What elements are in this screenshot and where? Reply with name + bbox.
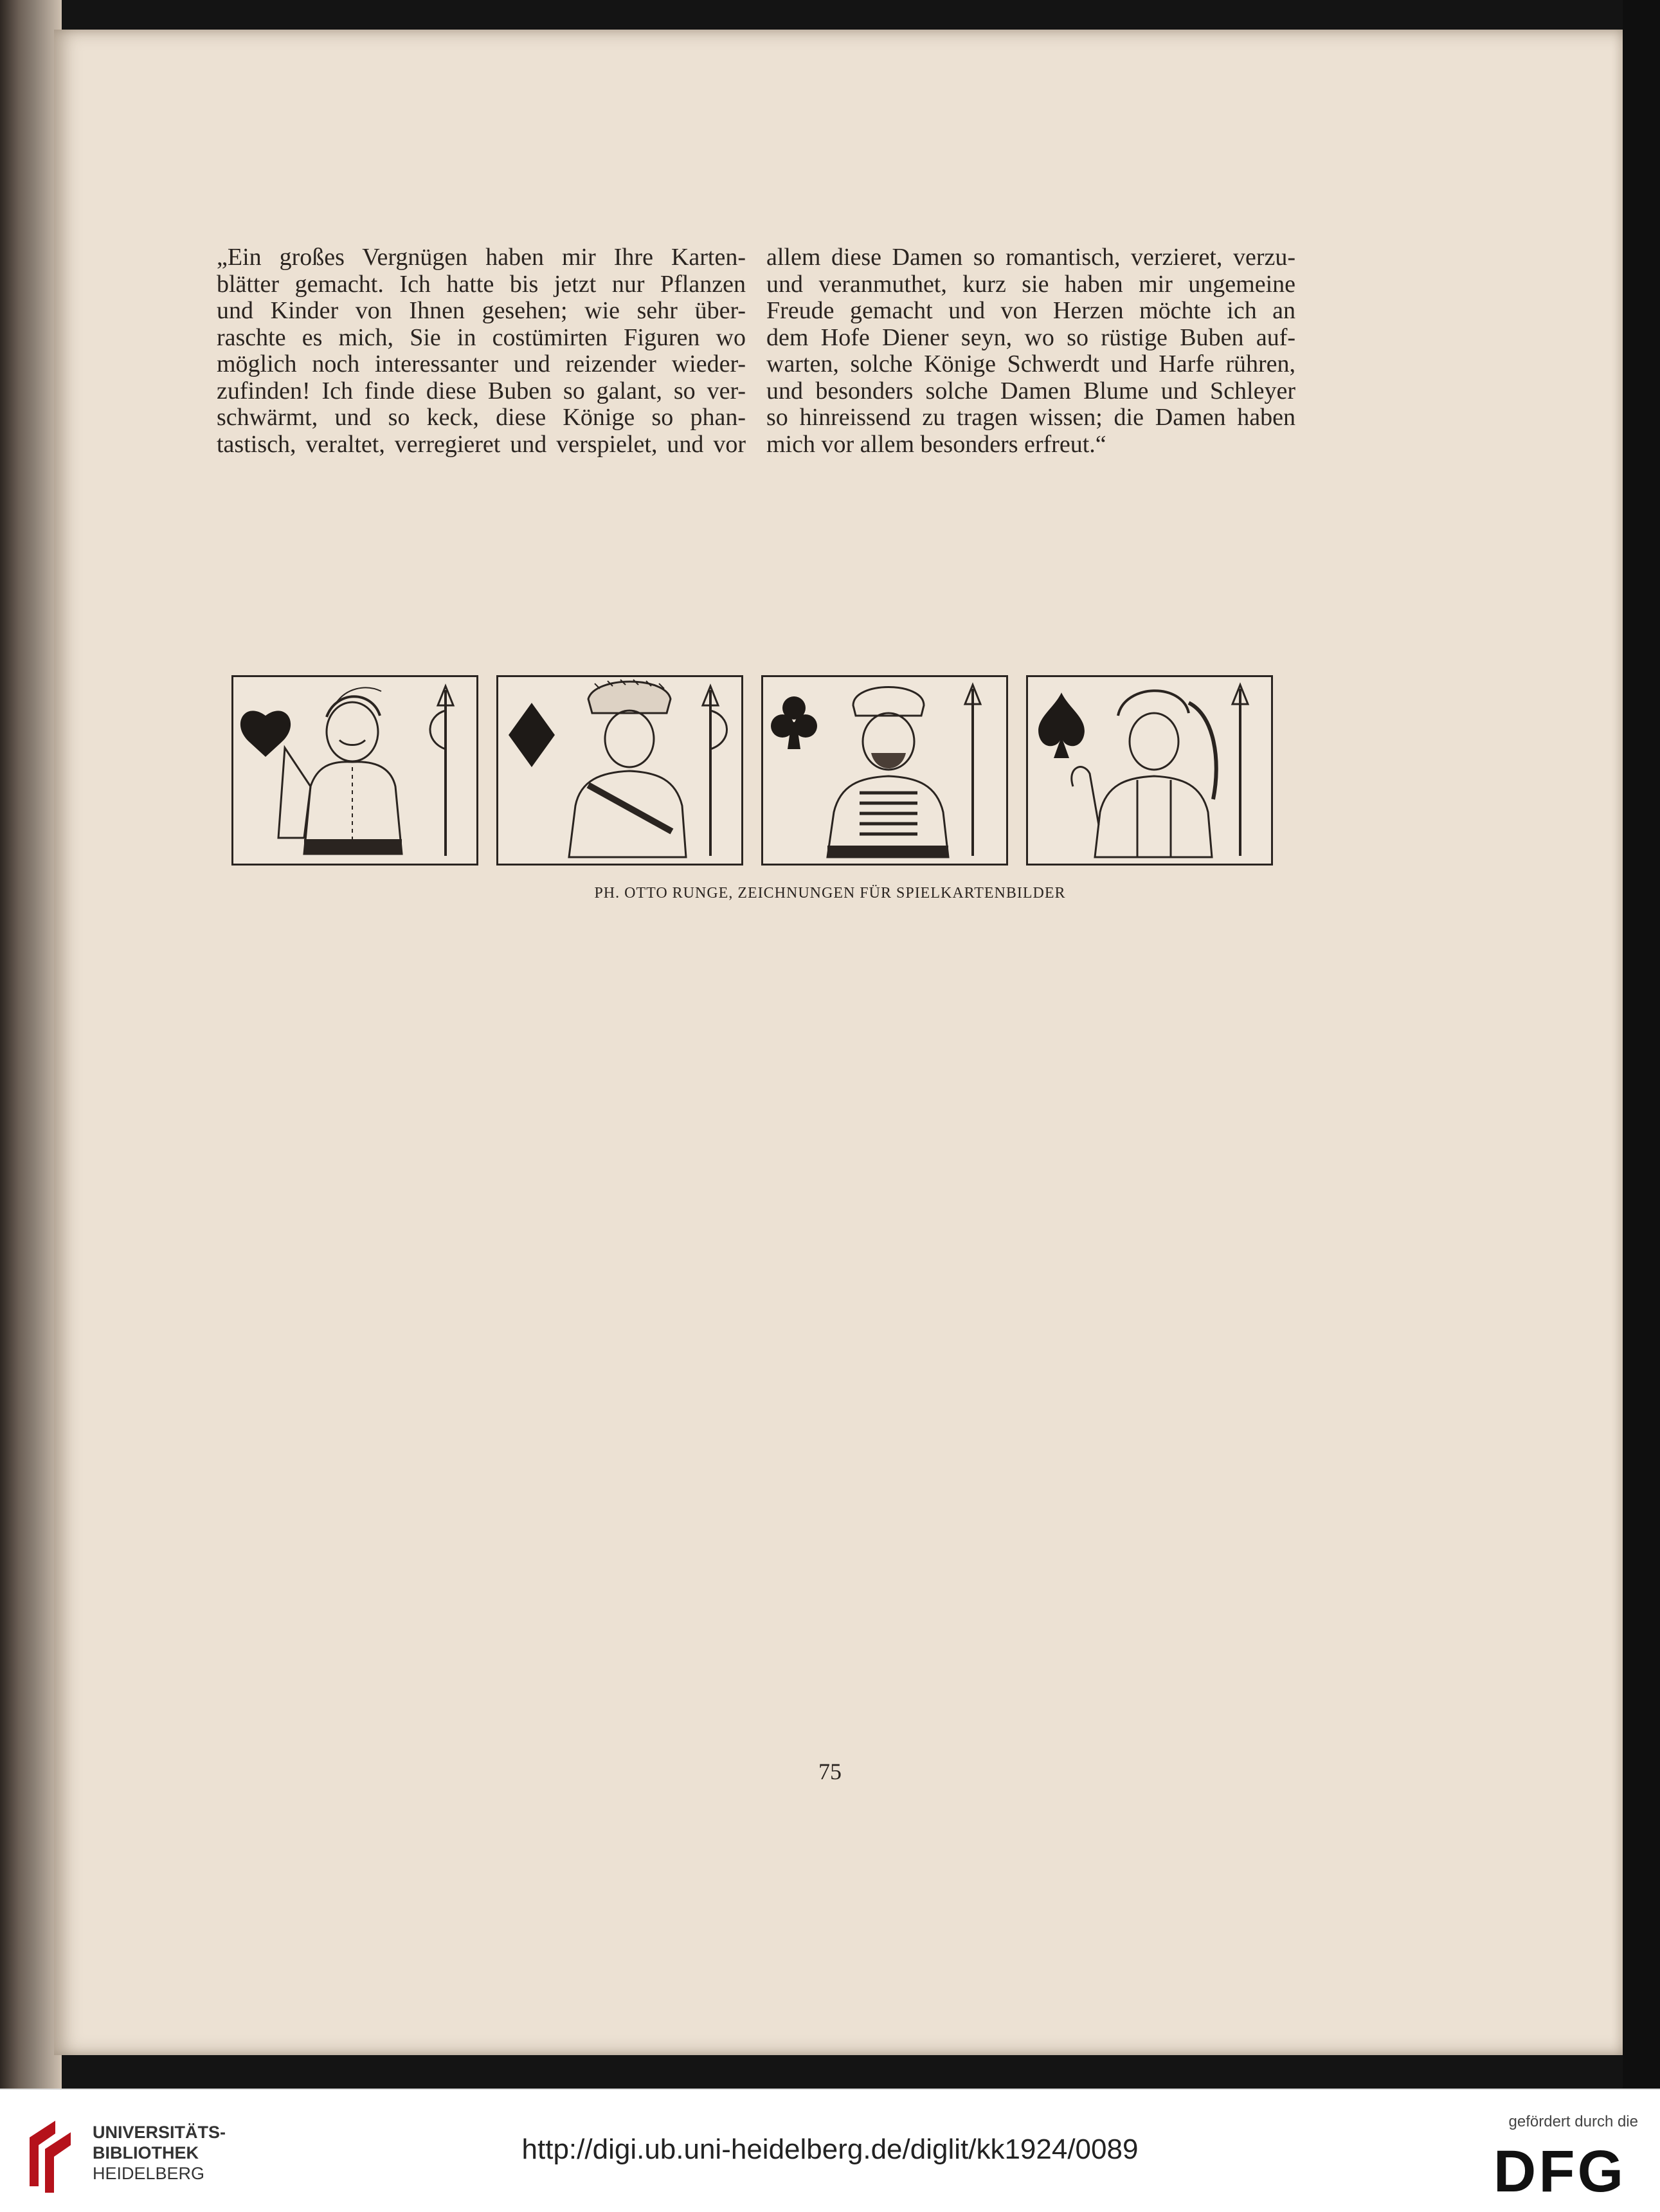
card-club-jack <box>761 675 1008 866</box>
text-line: und besonders solche Damen Blume und Schleyer <box>766 377 1295 404</box>
card-illustration <box>233 677 476 864</box>
text-line: warten, solche Könige Schwerdt und Harfe rühren, <box>766 350 1295 377</box>
funding-note: gefördert durch die <box>1508 2113 1638 2130</box>
text-line: zufinden! Ich finde diese Buben so galant, so ver- <box>217 377 746 404</box>
page-number: 75 <box>818 1759 842 1784</box>
text-line: mich vor allem besonders erfreut.“ <box>766 430 1106 458</box>
card-illustration <box>1028 677 1271 864</box>
viewer-footer <box>0 2089 1660 2212</box>
card-spade-jack <box>1026 675 1273 866</box>
library-name-line-2: BIBLIOTHEK <box>93 2143 199 2162</box>
text-column-left <box>217 244 746 458</box>
text-line: dem Hofe Diener seyn, wo so rüstige Buben auf- <box>766 323 1295 351</box>
card-illustration <box>763 677 1006 864</box>
dfg-logo-icon[interactable] <box>1483 2140 1637 2199</box>
text-line: und veranmuthet, kurz sie haben mir ungemeine <box>766 270 1295 298</box>
text-line: möglich noch interessanter und reizender wieder- <box>217 350 746 377</box>
card-diamond-jack <box>496 675 743 866</box>
heart-icon <box>240 711 291 757</box>
text-line: schwärmt, und so keck, diese Könige so phan- <box>217 404 746 431</box>
text-line: allem diese Damen so romantisch, verzieret, verzu- <box>766 244 1295 271</box>
library-name-line-3: HEIDELBERG <box>93 2164 205 2183</box>
text-line: so hinreissend zu tragen wissen; die Damen haben <box>766 404 1295 431</box>
text-column-right <box>766 244 1295 458</box>
text-line: raschte es mich, Sie in costümirten Figuren wo <box>217 323 746 351</box>
dfg-logo-text: DFG <box>1493 2140 1627 2199</box>
diamond-icon <box>509 703 555 767</box>
spade-icon <box>1038 693 1085 758</box>
text-line: und Kinder von Ihnen gesehen; wie sehr über- <box>217 297 746 324</box>
playing-card-illustrations <box>231 675 1342 868</box>
text-line: „Ein großes Vergnügen haben mir Ihre Karten- <box>217 244 746 271</box>
figure-caption: PH. OTTO RUNGE, ZEICHNUNGEN FÜR SPIELKARTENBILDER <box>594 885 1066 902</box>
text-line: blätter gemacht. Ich hatte bis jetzt nur Pflanzen <box>217 270 746 298</box>
club-icon <box>771 696 817 749</box>
library-name-line-1: UNIVERSITÄTS- <box>93 2123 226 2142</box>
card-heart-jack <box>231 675 478 866</box>
permalink-url[interactable]: http://digi.ub.uni-heidelberg.de/diglit/kk1924/0089 <box>521 2134 1139 2165</box>
card-illustration <box>498 677 741 864</box>
text-line: tastisch, veraltet, verregieret und verspielet, und vor <box>217 430 746 458</box>
text-line: Freude gemacht und von Herzen möchte ich an <box>766 297 1295 324</box>
